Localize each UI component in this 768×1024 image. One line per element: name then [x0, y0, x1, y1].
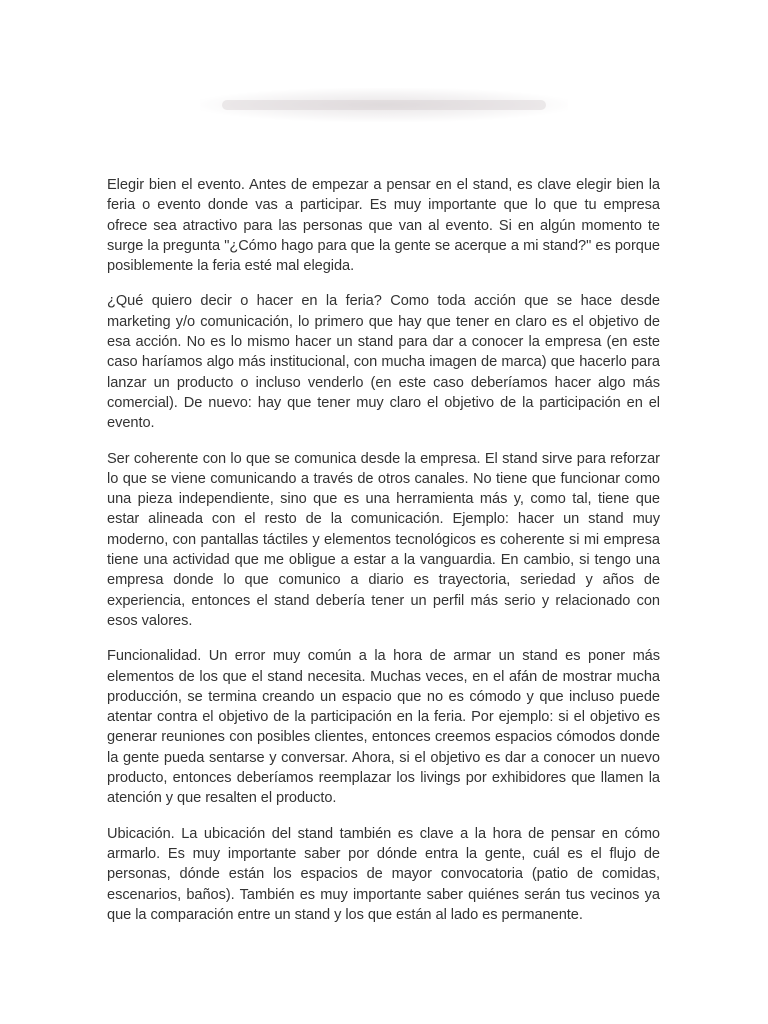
paragraph-ubicacion: Ubicación. La ubicación del stand también es clave a la hora de pensar en cómo armarlo. Es muy importante saber por dónde entra la gente, cuál es el flujo de personas, dónde están los espacios de mayor convocatoria (patio de comidas, escenarios, baños). También es muy importante saber quiénes serán tus vecinos ya que la comparación entre un stand y los que están al lado es permanente.: [107, 825, 660, 923]
paragraph-elegir-evento: Elegir bien el evento. Antes de empezar a pensar en el stand, es clave elegir bien la feria o evento donde vas a participar. Es muy importante que lo que tu empresa ofrece sea atractivo para las personas que van al evento. Si en algún momento te surge la pregunta "¿Cómo hago para que la gente se acerque a mi stand?" es porque posiblemente la feria esté mal elegida.: [107, 177, 660, 275]
blurred-title-bar: [222, 100, 546, 110]
paragraph-funcionalidad: Funcionalidad. Un error muy común a la hora de armar un stand es poner más elementos de los que el stand necesita. Muchas veces, en el afán de mostrar mucha producción, se termina creando un espacio que no es cómodo y que incluso puede atentar contra el objetivo de la participación en la feria. Por ejemplo: si el objetivo es generar reuniones con posibles clientes, entonces creemos espacios cómodos donde la gente pueda sentarse y conversar. Ahora, si el objetivo es dar a conocer un nuevo producto, entonces deberíamos reemplazar los livings por exhibidores que llamen la atención y que resalten el producto.: [107, 648, 660, 807]
blurred-title: [200, 88, 568, 122]
document-body: [107, 175, 660, 925]
paragraph-coherencia: Ser coherente con lo que se comunica desde la empresa. El stand sirve para reforzar lo que se viene comunicando a través de otros canales. No tiene que funcionar como una pieza independiente, sino que es una herramienta más y, como tal, tiene que estar alineada con el resto de la comunicación. Ejemplo: hacer un stand muy moderno, con pantallas táctiles y elementos tecnológicos es coherente si mi empresa tiene una actividad que me obligue a estar a la vanguardia. En cambio, si tengo una empresa donde lo que comunico a diario es trayectoria, seriedad y años de experiencia, entonces el stand debería tener un perfil más serio y relacionado con esos valores.: [107, 450, 660, 629]
paragraph-objetivo: ¿Qué quiero decir o hacer en la feria? Como toda acción que se hace desde marketing y/o comunicación, lo primero que hay que tener en claro es el objetivo de esa acción. No es lo mismo hacer un stand para dar a conocer la empresa (en este caso haríamos algo más institucional, con mucha imagen de marca) que hacerlo para lanzar un producto o incluso venderlo (en este caso deberíamos hacer algo más comercial). De nuevo: hay que tener muy claro el objetivo de la participación en el evento.: [107, 293, 660, 432]
